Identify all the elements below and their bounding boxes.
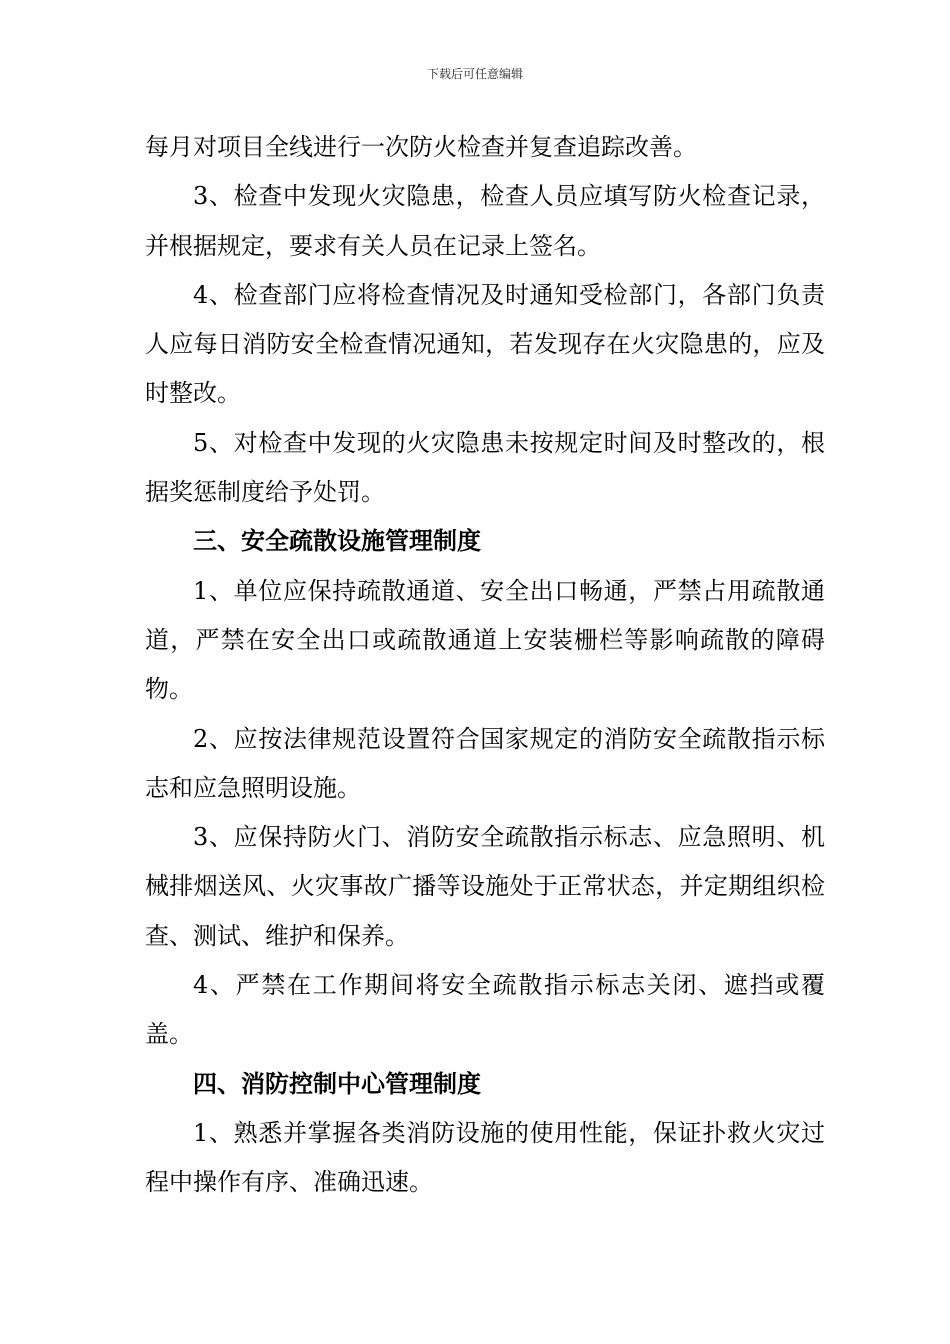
- paragraph-evacuation-item-1: 1、单位应保持疏散通道、安全出口畅通，严禁占用疏散通道，严禁在安全出口或疏散通道上安装栅栏等影响疏散的障碍物。: [145, 576, 825, 704]
- document-body: [145, 123, 825, 1208]
- paragraph-item-5-penalty: 5、对检查中发现的火灾隐患未按规定时间及时整改的，根据奖惩制度给予处罚。: [145, 428, 825, 507]
- paragraph-evacuation-item-3: 3、应保持防火门、消防安全疏散指示标志、应急照明、机械排烟送风、火灾事故广播等设施处于正常状态，并定期组织检查、测试、维护和保养。: [145, 823, 825, 950]
- paragraph-evacuation-item-4: 4、严禁在工作期间将安全疏散指示标志关闭、遮挡或覆盖。: [145, 971, 825, 1049]
- paragraph-item-3-hazard-record: 3、检查中发现火灾隐患，检查人员应填写防火检查记录，并根据规定，要求有关人员在记录上签名。: [145, 182, 825, 260]
- section-heading-control-center: 四、消防控制中心管理制度: [193, 1069, 481, 1098]
- paragraph-monthly-inspection: 每月对项目全线进行一次防火检查并复查追踪改善。: [145, 133, 697, 161]
- section-heading-evacuation: 三、安全疏散设施管理制度: [193, 527, 481, 556]
- paragraph-item-4-notify-department: 4、检查部门应将检查情况及时通知受检部门，各部门负责人应每日消防安全检查情况通知，若发现存在火灾隐患的，应及时整改。: [145, 280, 825, 408]
- page-header: 下载后可任意编辑: [426, 67, 523, 81]
- paragraph-control-center-item-1: 1、熟悉并掌握各类消防设施的使用性能，保证扑救火灾过程中操作有序、准确迅速。: [145, 1118, 825, 1197]
- paragraph-evacuation-item-2: 2、应按法律规范设置符合国家规定的消防安全疏散指示标志和应急照明设施。: [145, 724, 825, 802]
